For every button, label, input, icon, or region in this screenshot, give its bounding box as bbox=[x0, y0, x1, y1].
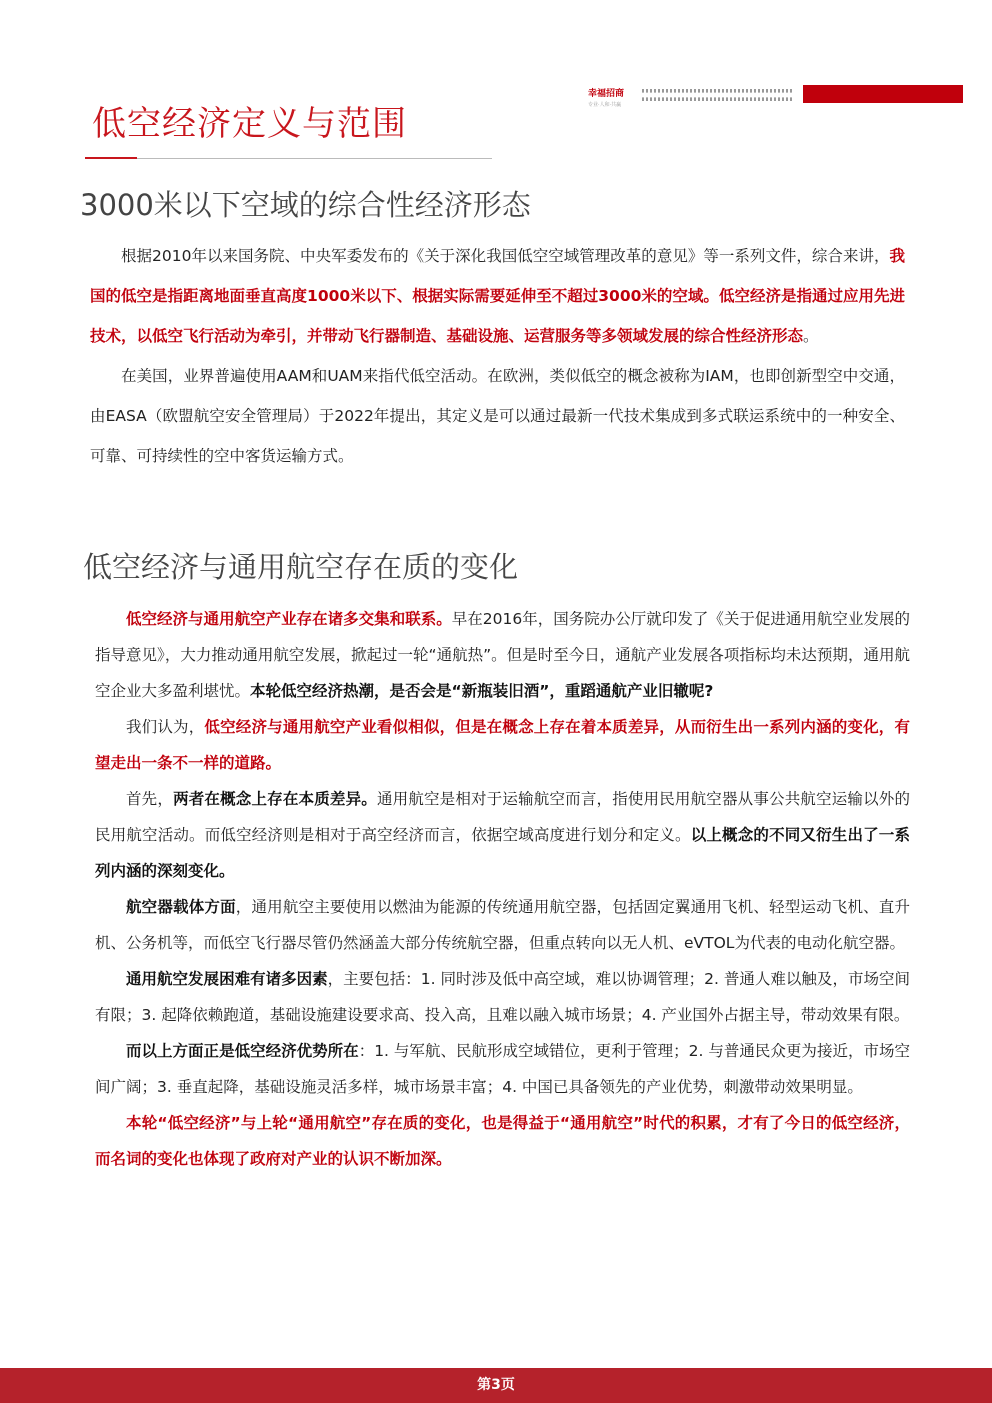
body-text: 首先， bbox=[126, 790, 174, 808]
paragraph bbox=[95, 1105, 910, 1177]
page-number: 第3页 bbox=[477, 1377, 515, 1393]
body-text: 我们认为， bbox=[126, 718, 205, 736]
paragraph bbox=[95, 709, 910, 781]
logo-subtext: 专业·人和·共赢 bbox=[588, 102, 622, 108]
body-text: 根据2010年以来国务院、中央军委发布的《关于深化我国低空空域管理改革的意见》等一系列文件，综合来讲， bbox=[121, 247, 890, 265]
body-text: ，通用航空主要使用以燃油为能源的传统通用航空器，包括固定翼通用飞机、轻型运动飞机、直升机、公务机等，而低空飞行器尽管仍然涵盖大部分传统航空器，但重点转向以无人机、eVTOL为代表的电动化航空器。 bbox=[95, 898, 910, 952]
paragraph bbox=[95, 781, 910, 889]
paragraph bbox=[90, 356, 905, 476]
paragraph bbox=[90, 236, 905, 356]
highlight-text: 低空经济与通用航空产业看似相似，但是在概念上存在着本质差异，从而衍生出一系列内涵的变化，有望走出一条不一样的道路。 bbox=[95, 718, 910, 772]
highlight-text: 我国的低空是指距离地面垂直高度1000米以下、根据实际需要延伸至不超过3000米的空域。低空经济是指通过应用先进技术，以低空飞行活动为牵引，并带动飞行器制造、基础设施、运营服务等多领域发展的综合性经济形态 bbox=[90, 247, 905, 345]
bold-text: 两者在概念上存在本质差异。 bbox=[173, 790, 377, 808]
title-underline bbox=[137, 158, 492, 159]
bold-text: 通用航空发展困难有诸多因素 bbox=[126, 970, 328, 988]
page-title: 低空经济定义与范围 bbox=[92, 104, 407, 144]
bold-text: 以上概念的不同又衍生出了一系列内涵的深刻变化。 bbox=[95, 826, 910, 880]
body-text: 。 bbox=[803, 327, 819, 345]
header-red-bar bbox=[803, 85, 963, 103]
paragraph bbox=[95, 601, 910, 709]
bold-text: 本轮低空经济热潮，是否会是“新瓶装旧酒”，重蹈通航产业旧辙呢? bbox=[250, 682, 714, 700]
header-fine-print bbox=[642, 89, 792, 101]
paragraph bbox=[95, 1033, 910, 1105]
section1-heading: 3000米以下空域的综合性经济形态 bbox=[80, 188, 531, 222]
highlight-text: 低空经济与通用航空产业存在诸多交集和联系。 bbox=[126, 610, 452, 628]
paragraph bbox=[95, 961, 910, 1033]
body-text: ，主要包括：1. 同时涉及低中高空域，难以协调管理；2. 普通人难以触及，市场空间有限；3. 起降依赖跑道，基础设施建设要求高、投入高，且难以融入城市场景；4. 产业国外占据主导，带动效果有限。 bbox=[95, 970, 910, 1024]
body-text: 在美国，业界普遍使用AAM和UAM来指代低空活动。在欧洲，类似低空的概念被称为IAM，也即创新型空中交通，由EASA（欧盟航空安全管理局）于2022年提出，其定义是可以通过最新一代技术集成到多式联运系统中的一种安全、可靠、可持续性的空中客货运输方式。 bbox=[90, 367, 905, 465]
highlight-text: 本轮“低空经济”与上轮“通用航空”存在质的变化，也是得益于“通用航空”时代的积累，才有了今日的低空经济，而名词的变化也体现了政府对产业的认识不断加深。 bbox=[95, 1114, 910, 1168]
page-footer bbox=[0, 1368, 992, 1403]
logo bbox=[588, 86, 624, 108]
body-text: ：1. 与军航、民航形成空域错位，更利于管理；2. 与普通民众更为接近，市场空间广阔；3. 垂直起降，基础设施灵活多样，城市场景丰富；4. 中国已具备领先的产业优势，刺激带动效果明显。 bbox=[95, 1042, 910, 1096]
section2-heading: 低空经济与通用航空存在质的变化 bbox=[83, 550, 519, 584]
bold-text: 而以上方面正是低空经济优势所在 bbox=[126, 1042, 359, 1060]
section2-body bbox=[95, 601, 910, 1177]
paragraph bbox=[95, 889, 910, 961]
logo-text: 幸福招商 bbox=[588, 89, 625, 99]
bold-text: 航空器载体方面 bbox=[126, 898, 236, 916]
section1-body bbox=[90, 236, 905, 476]
title-underline-accent bbox=[85, 157, 137, 159]
body-text: 通用航空是相对于运输航空而言，指使用民用航空器从事公共航空运输以外的民用航空活动。而低空经济则是相对于高空经济而言，依据空域高度进行划分和定义。 bbox=[95, 790, 910, 844]
body-text: 早在2016年，国务院办公厅就印发了《关于促进通用航空业发展的指导意见》，大力推动通用航空发展，掀起过一轮“通航热”。但是时至今日，通航产业发展各项指标均未达预期，通用航空企业大多盈利堪忧。 bbox=[95, 610, 910, 700]
